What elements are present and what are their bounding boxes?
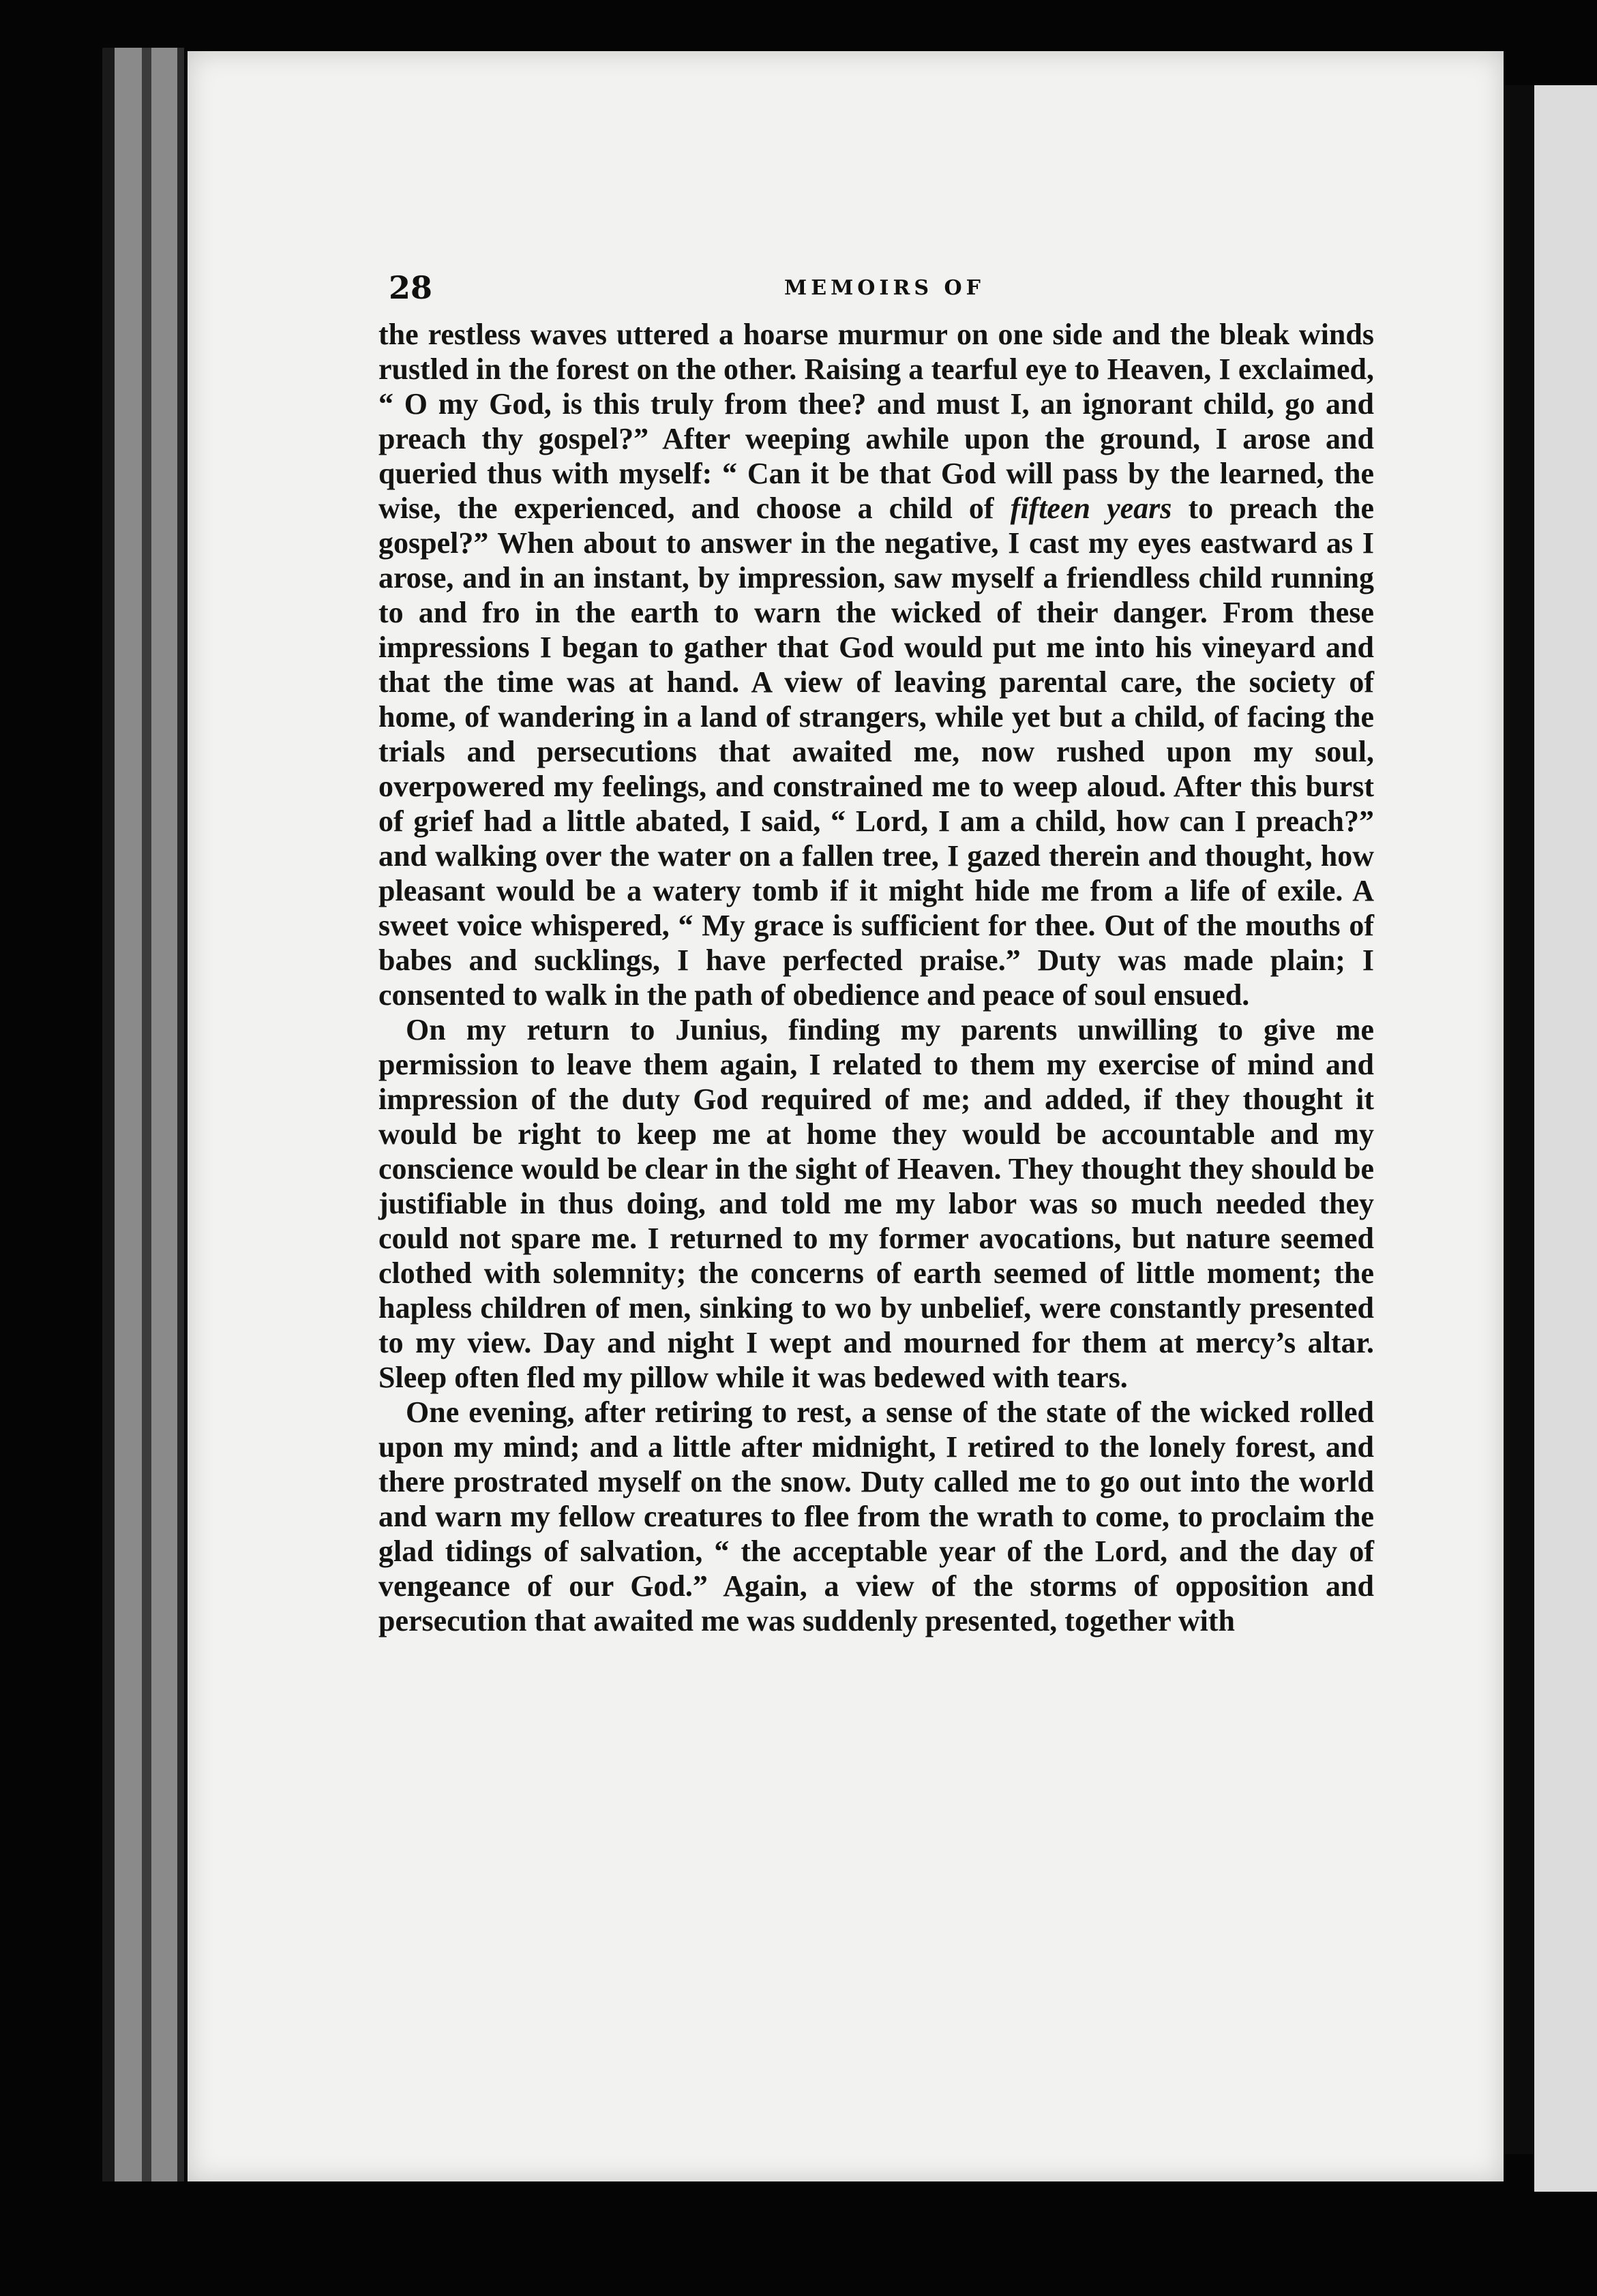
paragraph-1-emphasis: fifteen years: [1010, 492, 1172, 525]
paragraph-1-text-b: to preach the gospel?” When about to answer in the negative, I cast my eyes eastward as I arose, and in an instant, by impression, saw myself a friendless child running to and fro in the earth to warn the wicked of their danger. From these impressions I began to gather that God would put me into his vineyard and that the time was at hand. A view of leaving parental care, the society of home, of wandering in a land of strangers, while yet but a child, of facing the trials and persecutions that awaited me, now rushed upon my soul, overpowered my feelings, and constrained me to weep aloud. After this burst of grief had a little abated, I said, “ Lord, I am a child, how can I preach?” and walking over the water on a fallen tree, I gazed therein and thought, how pleasant would be a watery tomb if it might hide me from a life of exile. A sweet voice whispered, “ My grace is sufficient for thee. Out of the mouths of babes and sucklings, I have perfected praise.” Duty was made plain; I consented to walk in the path of obedience and peace of soul ensued.: [378, 492, 1374, 1012]
paragraph-2: On my return to Junius, finding my parents unwilling to give me permission to leave them again, I related to them my exercise of mind and impression of the duty God required of me; and added, if they thought it would be right to keep me at home they would be accountable and my conscience would be clear in the sight of Heaven. They thought they should be justifiable in thus doing, and told me my labor was so much needed they could not spare me. I returned to my former avocations, but nature seemed clothed with solemnity; the concerns of earth seemed of little moment; the hapless children of men, sinking to wo by unbelief, were constantly presented to my view. Day and night I wept and mourned for them at mercy’s altar. Sleep often fled my pillow while it was bedewed with tears.: [378, 1013, 1374, 1394]
page-number: 28: [389, 269, 433, 306]
scan-border-right: [1504, 85, 1534, 2154]
body-text: [378, 317, 1374, 1638]
adjacent-page-edge: [1534, 85, 1597, 2192]
paragraph-1: [378, 317, 1374, 1012]
book-binding-edge: [102, 48, 184, 2181]
running-title: MEMOIRS OF: [784, 276, 985, 300]
paragraph-3: One evening, after retiring to rest, a sense of the state of the wicked rolled upon my mind; and a little after midnight, I retired to the lonely forest, and there prostrated myself on the snow. Duty called me to go out into the world and warn my fellow creatures to flee from the wrath to come, to proclaim the glad tidings of salvation, “ the acceptable year of the Lord, and the day of vengeance of our God.” Again, a view of the storms of opposition and persecution that awaited me was suddenly presented, together with: [378, 1395, 1374, 1637]
paragraph-1-text-a: the restless waves uttered a hoarse murmur on one side and the bleak winds rustled in the forest on the other. Raising a tearful eye to Heaven, I exclaimed, “ O my God, is this truly from thee? and must I, an ignorant child, go and preach thy gospel?” After weeping awhile upon the ground, I arose and queried thus with myself: “ Can it be that God will pass by the learned, the wise, the experienced, and choose a child of: [378, 318, 1374, 525]
